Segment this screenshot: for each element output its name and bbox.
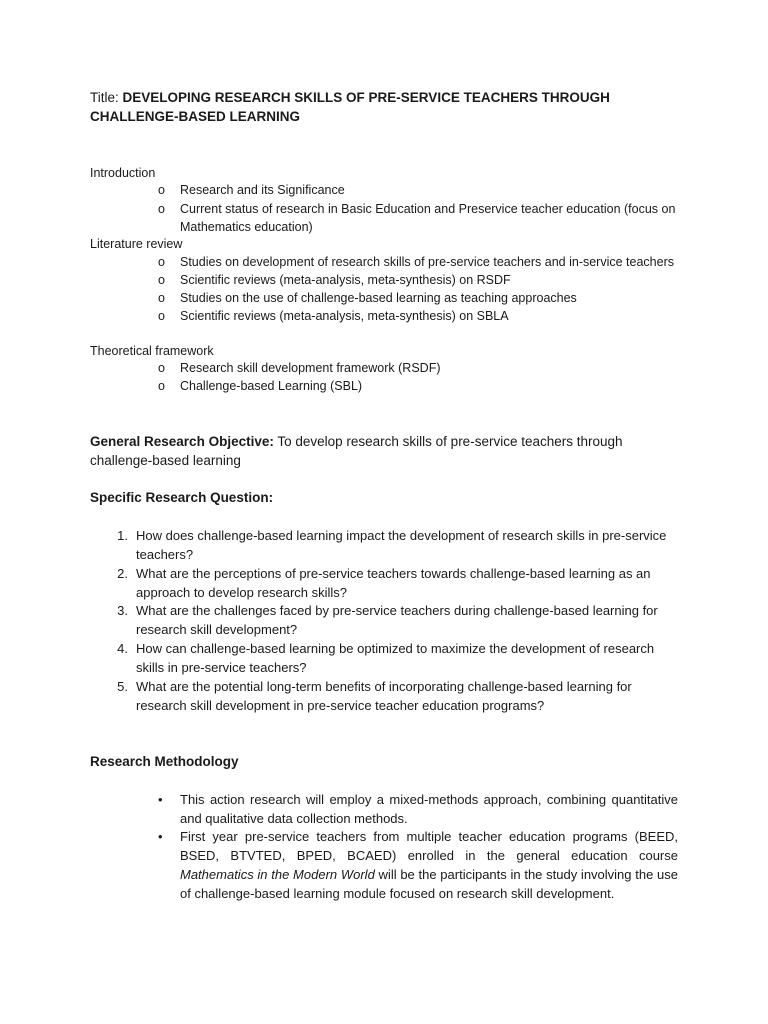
list-item-text: Studies on the use of challenge-based learning as teaching approaches [180,291,577,305]
list-item-text: Research and its Significance [180,183,345,197]
methodology-heading-text: Research Methodology [90,754,239,769]
circle-bullet-icon: o [158,291,165,305]
course-name: Mathematics in the Modern World [180,867,375,882]
methodology-item-text: This action research will employ a mixed-methods approach, combining quantitative and qualitative data collection methods. [180,792,678,826]
question-text: What are the potential long-term benefits of incorporating challenge-based learning for research skill development in pre-service teacher education programs? [136,679,632,713]
list-item-text: Studies on development of research skills of pre-service teachers and in-service teachers [180,255,674,269]
bullet-icon: • [158,792,163,807]
circle-bullet-icon: o [158,202,165,216]
list-item-text: Research skill development framework (RSDF) [180,361,441,375]
methodology-item-text [180,827,678,903]
question-text: What are the challenges faced by pre-service teachers during challenge-based learning for research skill development? [136,603,658,637]
title-text: DEVELOPING RESEARCH SKILLS OF PRE-SERVICE TEACHERS THROUGH CHALLENGE-BASED LEARNING [90,90,610,124]
circle-bullet-icon: o [158,309,165,323]
literature-review-heading: Literature review [90,237,183,251]
circle-bullet-icon: o [158,273,165,287]
question-text: What are the perceptions of pre-service teachers towards challenge-based learning as an approach to develop research skills? [136,566,651,600]
document-title [90,88,650,126]
circle-bullet-icon: o [158,361,165,375]
question-number: 1. [117,528,128,543]
question-text: How can challenge-based learning be optimized to maximize the development of research skills in pre-service teachers? [136,641,655,675]
title-label: Title: [90,90,123,105]
methodology-text-part: First year pre-service teachers from multiple teacher education programs (BEED, BSED, BTVTED, BPED, BCAED) enrolled in the general education course [180,829,678,863]
list-item-text: Challenge-based Learning (SBL) [180,379,363,393]
bullet-icon: • [158,829,163,844]
general-objective [90,432,650,470]
methodology-heading [90,752,239,771]
list-item-text: Scientific reviews (meta-analysis, meta-synthesis) on SBLA [180,309,509,323]
theoretical-framework-heading: Theoretical framework [90,344,214,358]
list-item-text: Current status of research in Basic Education and Preservice teacher education (focus on Mathematics education) [180,202,676,234]
circle-bullet-icon: o [158,255,165,269]
question-number: 2. [117,566,128,581]
methodology-text-part: will be the participants in the study involving the use of challenge-based learning module focused on research skill development. [180,867,678,901]
general-objective-label: General Research Objective: [90,434,274,449]
question-number: 3. [117,603,128,618]
introduction-heading: Introduction [90,166,156,180]
question-text: How does challenge-based learning impact the development of research skills in pre-service teachers? [136,528,667,562]
question-number: 4. [117,641,128,656]
circle-bullet-icon: o [158,183,165,197]
list-item-text: Scientific reviews (meta-analysis, meta-synthesis) on RSDF [180,273,511,287]
question-number: 5. [117,679,128,694]
specific-questions-heading [90,488,273,507]
general-objective-text: To develop research skills of pre-service teachers through challenge-based learning [90,434,623,468]
circle-bullet-icon: o [158,379,165,393]
specific-questions-heading-text: Specific Research Question: [90,490,274,505]
